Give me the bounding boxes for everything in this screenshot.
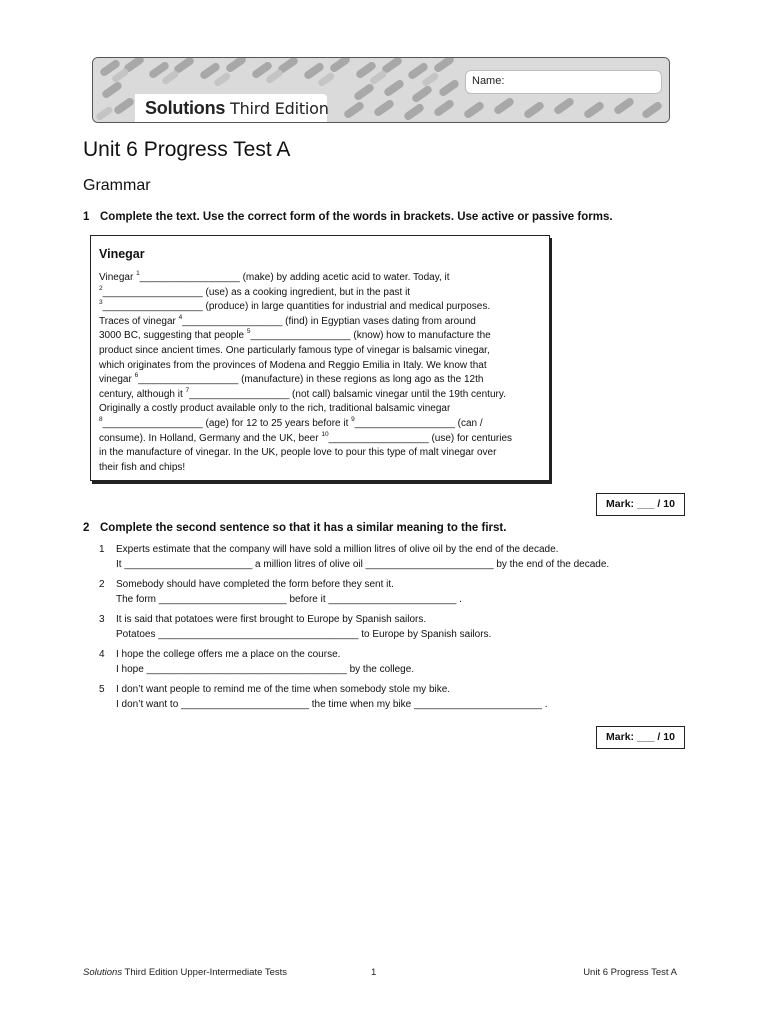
rewrite-sentence: It _______________________ a million litres of olive oil _______________________ by the end of the decade. <box>116 558 610 570</box>
reading-line <box>99 329 544 344</box>
item-number: 2 <box>99 579 105 590</box>
reading-lines <box>99 271 544 475</box>
original-sentence: I don’t want people to remind me of the time when somebody stole my bike. <box>116 684 451 695</box>
name-field[interactable] <box>465 70 662 94</box>
brand-light: Third Edition <box>230 99 329 118</box>
exercise-2-items <box>99 543 679 718</box>
mark-box-2: Mark: ___ / 10 <box>596 726 685 749</box>
line-text: Vinegar <box>99 272 137 283</box>
line-text: __________________ (age) for 12 to 25 years before it <box>102 417 352 429</box>
gap-number: 1 <box>136 270 140 277</box>
exercise-1-instruction: Complete the text. Use the correct form of the words in brackets. Use active or passive forms. <box>100 211 613 223</box>
page-title: Unit 6 Progress Test A <box>83 138 291 161</box>
reading-line <box>99 300 544 315</box>
footer-left <box>83 967 287 978</box>
line-text: __________________ (find) in Egyptian vases dating from around <box>182 315 476 327</box>
item-number: 1 <box>99 544 105 555</box>
reading-line <box>99 461 544 476</box>
line-text: __________________ (use) as a cooking ingredient, but in the past it <box>102 286 411 298</box>
line-text: __________________ (not call) balsamic vinegar until the 19th century. <box>189 388 506 400</box>
exercise-2-heading <box>83 522 506 534</box>
gap-number: 10 <box>321 430 329 438</box>
original-sentence: Experts estimate that the company will have sold a million litres of olive oil by the end of the decade. <box>116 544 559 555</box>
reading-line <box>99 432 544 447</box>
exercise-1-heading <box>83 211 613 223</box>
exercise-item <box>99 543 679 572</box>
line-text: consume). In Holland, Germany and the UK, beer <box>99 432 322 444</box>
reading-line <box>99 359 544 374</box>
line-text: product since ancient times. One particularly famous type of vinegar is balsamic vinegar, <box>99 344 490 356</box>
reading-line <box>99 286 544 301</box>
brand-logo <box>145 98 329 119</box>
reading-title: Vinegar <box>99 247 145 261</box>
line-text: vinegar <box>99 374 135 386</box>
gap-number: 7 <box>185 386 190 394</box>
item-number: 3 <box>99 614 105 625</box>
item-number: 5 <box>99 684 105 695</box>
reading-line <box>99 344 544 359</box>
line-text: __________________ (can / <box>354 417 483 429</box>
line-text: in the manufacture of vinegar. In the UK, people love to pour this type of malt vinegar over <box>99 447 497 459</box>
header-banner <box>92 57 670 123</box>
mark-box-1: Mark: ___ / 10 <box>596 493 685 516</box>
gap-number: 5 <box>246 328 251 336</box>
section-title: Grammar <box>83 177 151 194</box>
rewrite-sentence: I hope ____________________________________ by the college. <box>116 663 415 675</box>
line-text: __________________ (know) how to manufacture the <box>250 330 491 342</box>
footer-right: Unit 6 Progress Test A <box>583 967 677 978</box>
line-text: Originally a costly product available only to the rich, traditional balsamic vinegar <box>99 403 451 415</box>
rewrite-sentence: Potatoes ____________________________________ to Europe by Spanish sailors. <box>116 628 492 640</box>
footer-left-italic: Solutions <box>83 967 123 978</box>
line-text: 3000 BC, suggesting that people <box>99 330 247 342</box>
gap-number: 8 <box>99 415 103 423</box>
original-sentence: It is said that potatoes were first brought to Europe by Spanish sailors. <box>116 614 427 625</box>
line-text: __________________ (make) by adding acetic acid to water. Today, it <box>139 272 450 283</box>
reading-line <box>99 446 544 461</box>
exercise-item <box>99 613 679 642</box>
rewrite-sentence: The form _______________________ before it _______________________ . <box>116 593 462 605</box>
exercise-2-number: 2 <box>83 522 90 534</box>
reading-line <box>99 271 544 286</box>
rewrite-sentence: I don’t want to _______________________ the time when my bike _______________________ . <box>116 698 548 710</box>
line-text: their fish and chips! <box>99 461 186 473</box>
gap-number: 4 <box>178 313 183 321</box>
line-text: century, although it <box>99 388 186 400</box>
line-text: Traces of vinegar <box>99 315 179 327</box>
gap-number: 2 <box>99 284 103 292</box>
exercise-item <box>99 578 679 607</box>
reading-line <box>99 315 544 330</box>
gap-number: 9 <box>351 415 355 423</box>
item-number: 4 <box>99 649 105 660</box>
gap-number: 3 <box>99 299 103 307</box>
exercise-item <box>99 648 679 677</box>
line-text: __________________ (produce) in large quantities for industrial and medical purposes. <box>102 301 491 313</box>
brand-bold: Solutions <box>145 98 226 118</box>
name-label: Name: <box>472 75 505 87</box>
original-sentence: Somebody should have completed the form before they sent it. <box>116 579 394 590</box>
exercise-1-number: 1 <box>83 211 90 223</box>
footer-left-rest: Third Edition Upper-Intermediate Tests <box>122 967 288 978</box>
gap-number: 6 <box>134 372 139 380</box>
reading-line <box>99 402 544 417</box>
original-sentence: I hope the college offers me a place on the course. <box>116 649 341 660</box>
line-text: which originates from the provinces of Modena and Reggio Emilia in Italy. We know that <box>99 359 487 371</box>
line-text: __________________ (manufacture) in these regions as long ago as the 12th <box>138 374 484 386</box>
reading-line <box>99 388 544 403</box>
reading-line <box>99 373 544 388</box>
footer-page-number: 1 <box>371 967 377 978</box>
exercise-2-instruction: Complete the second sentence so that it has a similar meaning to the first. <box>100 522 507 534</box>
reading-line <box>99 417 544 432</box>
line-text: __________________ (use) for centuries <box>328 432 513 444</box>
brand-box <box>135 94 327 122</box>
reading-text-box <box>90 235 550 481</box>
exercise-item <box>99 683 679 712</box>
